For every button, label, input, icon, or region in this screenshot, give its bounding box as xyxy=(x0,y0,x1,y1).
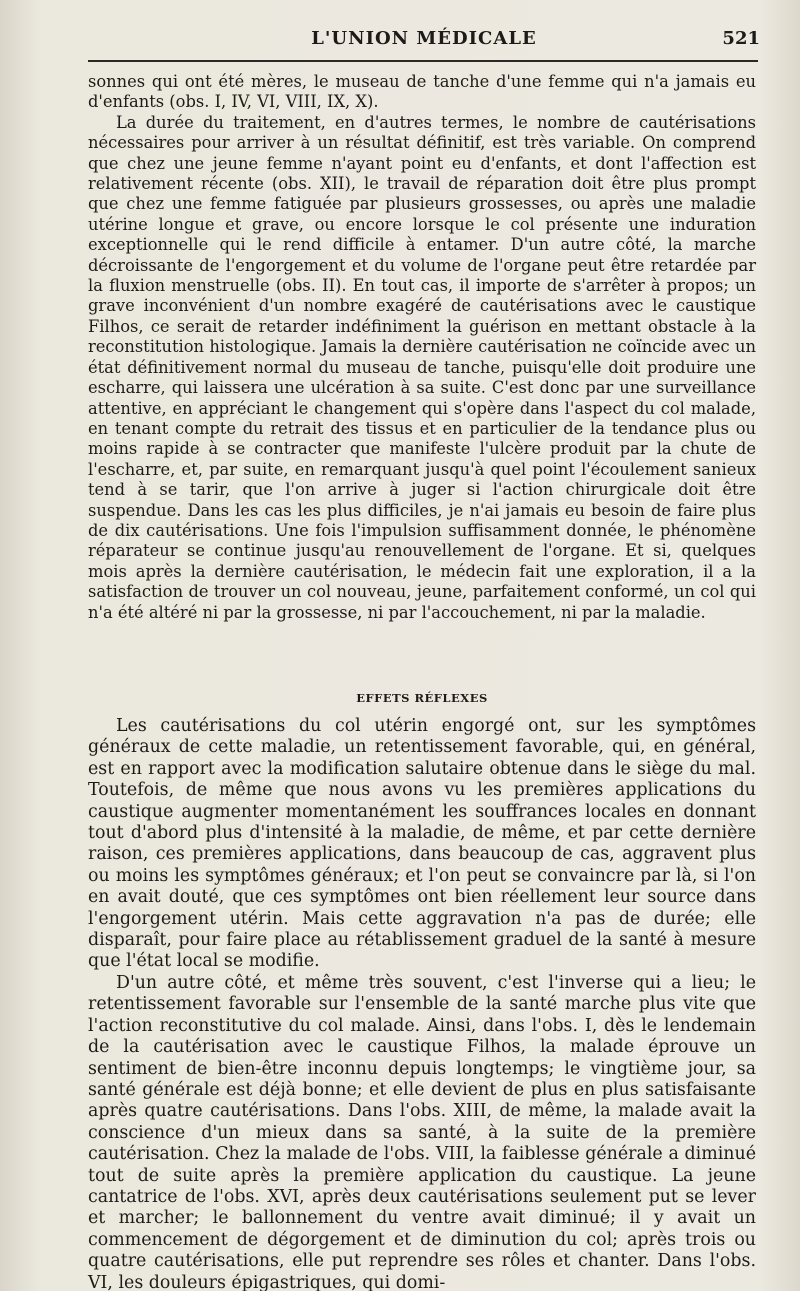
journal-title: L'UNION MÉDICALE xyxy=(311,28,537,49)
running-header xyxy=(88,28,760,56)
paragraph: D'un autre côté, et même très souvent, c'est l'inverse qui a lieu; le retentissement favorable sur l'ensemble de la santé marche plus vite que l'action reconstitutive du col malade. Ainsi, dans l'obs. I, dès le lendemain de la cautérisation avec le caustique Filhos, la malade éprouve un sentiment de bien-être inconnu depuis longtemps; le vingtième jour, sa santé générale est déjà bonne; et elle devient de plus en plus satisfaisante après quatre cautérisations. Dans l'obs. XIII, de même, la malade avait la conscience d'un mieux dans sa santé, à la suite de la première cautérisation. Chez la malade de l'obs. VIII, la faiblesse générale a diminué tout de suite après la première application du caustique. La jeune cantatrice de l'obs. XVI, après deux cautérisations seulement put se lever et marcher; le ballonnement du ventre avait diminué; il y avait un commencement de dégorgement et de diminution du col; après trois ou quatre cautérisations, elle put reprendre ses rôles et chanter. Dans l'obs. VI, les douleurs épigastriques, qui domi- xyxy=(88,972,756,1291)
paragraph: sonnes qui ont été mères, le museau de tanche d'une femme qui n'a jamais eu d'enfants (obs. I, IV, VI, VIII, IX, X). xyxy=(88,72,756,112)
paragraph: La durée du traitement, en d'autres termes, le nombre de cautérisations nécessaires pour arriver à un résultat définitif, est très variable. On comprend que chez une jeune femme n'ayant point eu d'enfants, et dont l'affection est relativement récente (obs. XII), le travail de réparation doit être plus prompt que chez une femme fatiguée par plusieurs grossesses, ou après une maladie utérine longue et grave, ou encore lorsque le col présente une induration exceptionnelle qui le rend difficile à entamer. D'un autre côté, la marche décroissante de l'engorgement et du volume de l'organe peut être retardée par la fluxion menstruelle (obs. II). En tout cas, il importe de s'arrêter à propos; un grave inconvénient d'un nombre exagéré de cautérisations avec le caustique Filhos, ce serait de retarder indéfiniment la guérison en mettant obstacle à la reconstitution histologique. Jamais la dernière cautérisation ne coïncide avec un état définitivement normal du museau de tanche, puisqu'elle doit produire une escharre, qui laissera une ulcération à sa suite. C'est donc par une surveillance attentive, en appréciant le changement qui s'opère dans l'aspect du col malade, en tenant compte du retrait des tissus et en particulier de la tendance plus ou moins rapide à se contracter que manifeste l'ulcère produit par la chute de l'escharre, et, par suite, en remarquant jusqu'à quel point l'écoulement sanieux tend à se tarir, que l'on arrive à juger si l'action chirurgicale doit être suspendue. Dans les cas les plus difficiles, je n'ai jamais eu besoin de faire plus de dix cautérisations. Une fois l'impulsion suffisamment donnée, le phénomène réparateur se continue jusqu'au renouvellement de l'organe. Et si, quelques mois après la dernière cautérisation, le médecin fait une exploration, il a la satisfaction de trouver un col nouveau, jeune, parfaitement conformé, un col qui n'a été altéré ni par la grossesse, ni par l'accouchement, ni par la maladie. xyxy=(88,112,756,622)
text-block-top xyxy=(88,72,756,623)
section-title: EFFETS RÉFLEXES xyxy=(356,691,488,705)
page-number: 521 xyxy=(722,28,760,49)
paragraph: Les cautérisations du col utérin engorgé ont, sur les symptômes généraux de cette maladie, un retentissement favorable, qui, en général, est en rapport avec la modification salutaire obtenue dans le siège du mal. Toutefois, de même que nous avons vu les premières applications du caustique augmenter momentanément les souffrances locales en donnant tout d'abord plus d'intensité à la maladie, de même, et par cette dernière raison, ces premières applications, dans beaucoup de cas, aggravent plus ou moins les symptômes généraux; et l'on peut se convaincre par là, si l'on en avait douté, que ces symptômes ont bien réellement leur source dans l'engorgement utérin. Mais cette aggravation n'a pas de durée; elle disparaît, pour faire place au rétablissement graduel de la santé à mesure que l'état local se modifie. xyxy=(88,716,756,972)
header-rule xyxy=(88,60,758,62)
text-block-bottom xyxy=(88,716,756,1291)
